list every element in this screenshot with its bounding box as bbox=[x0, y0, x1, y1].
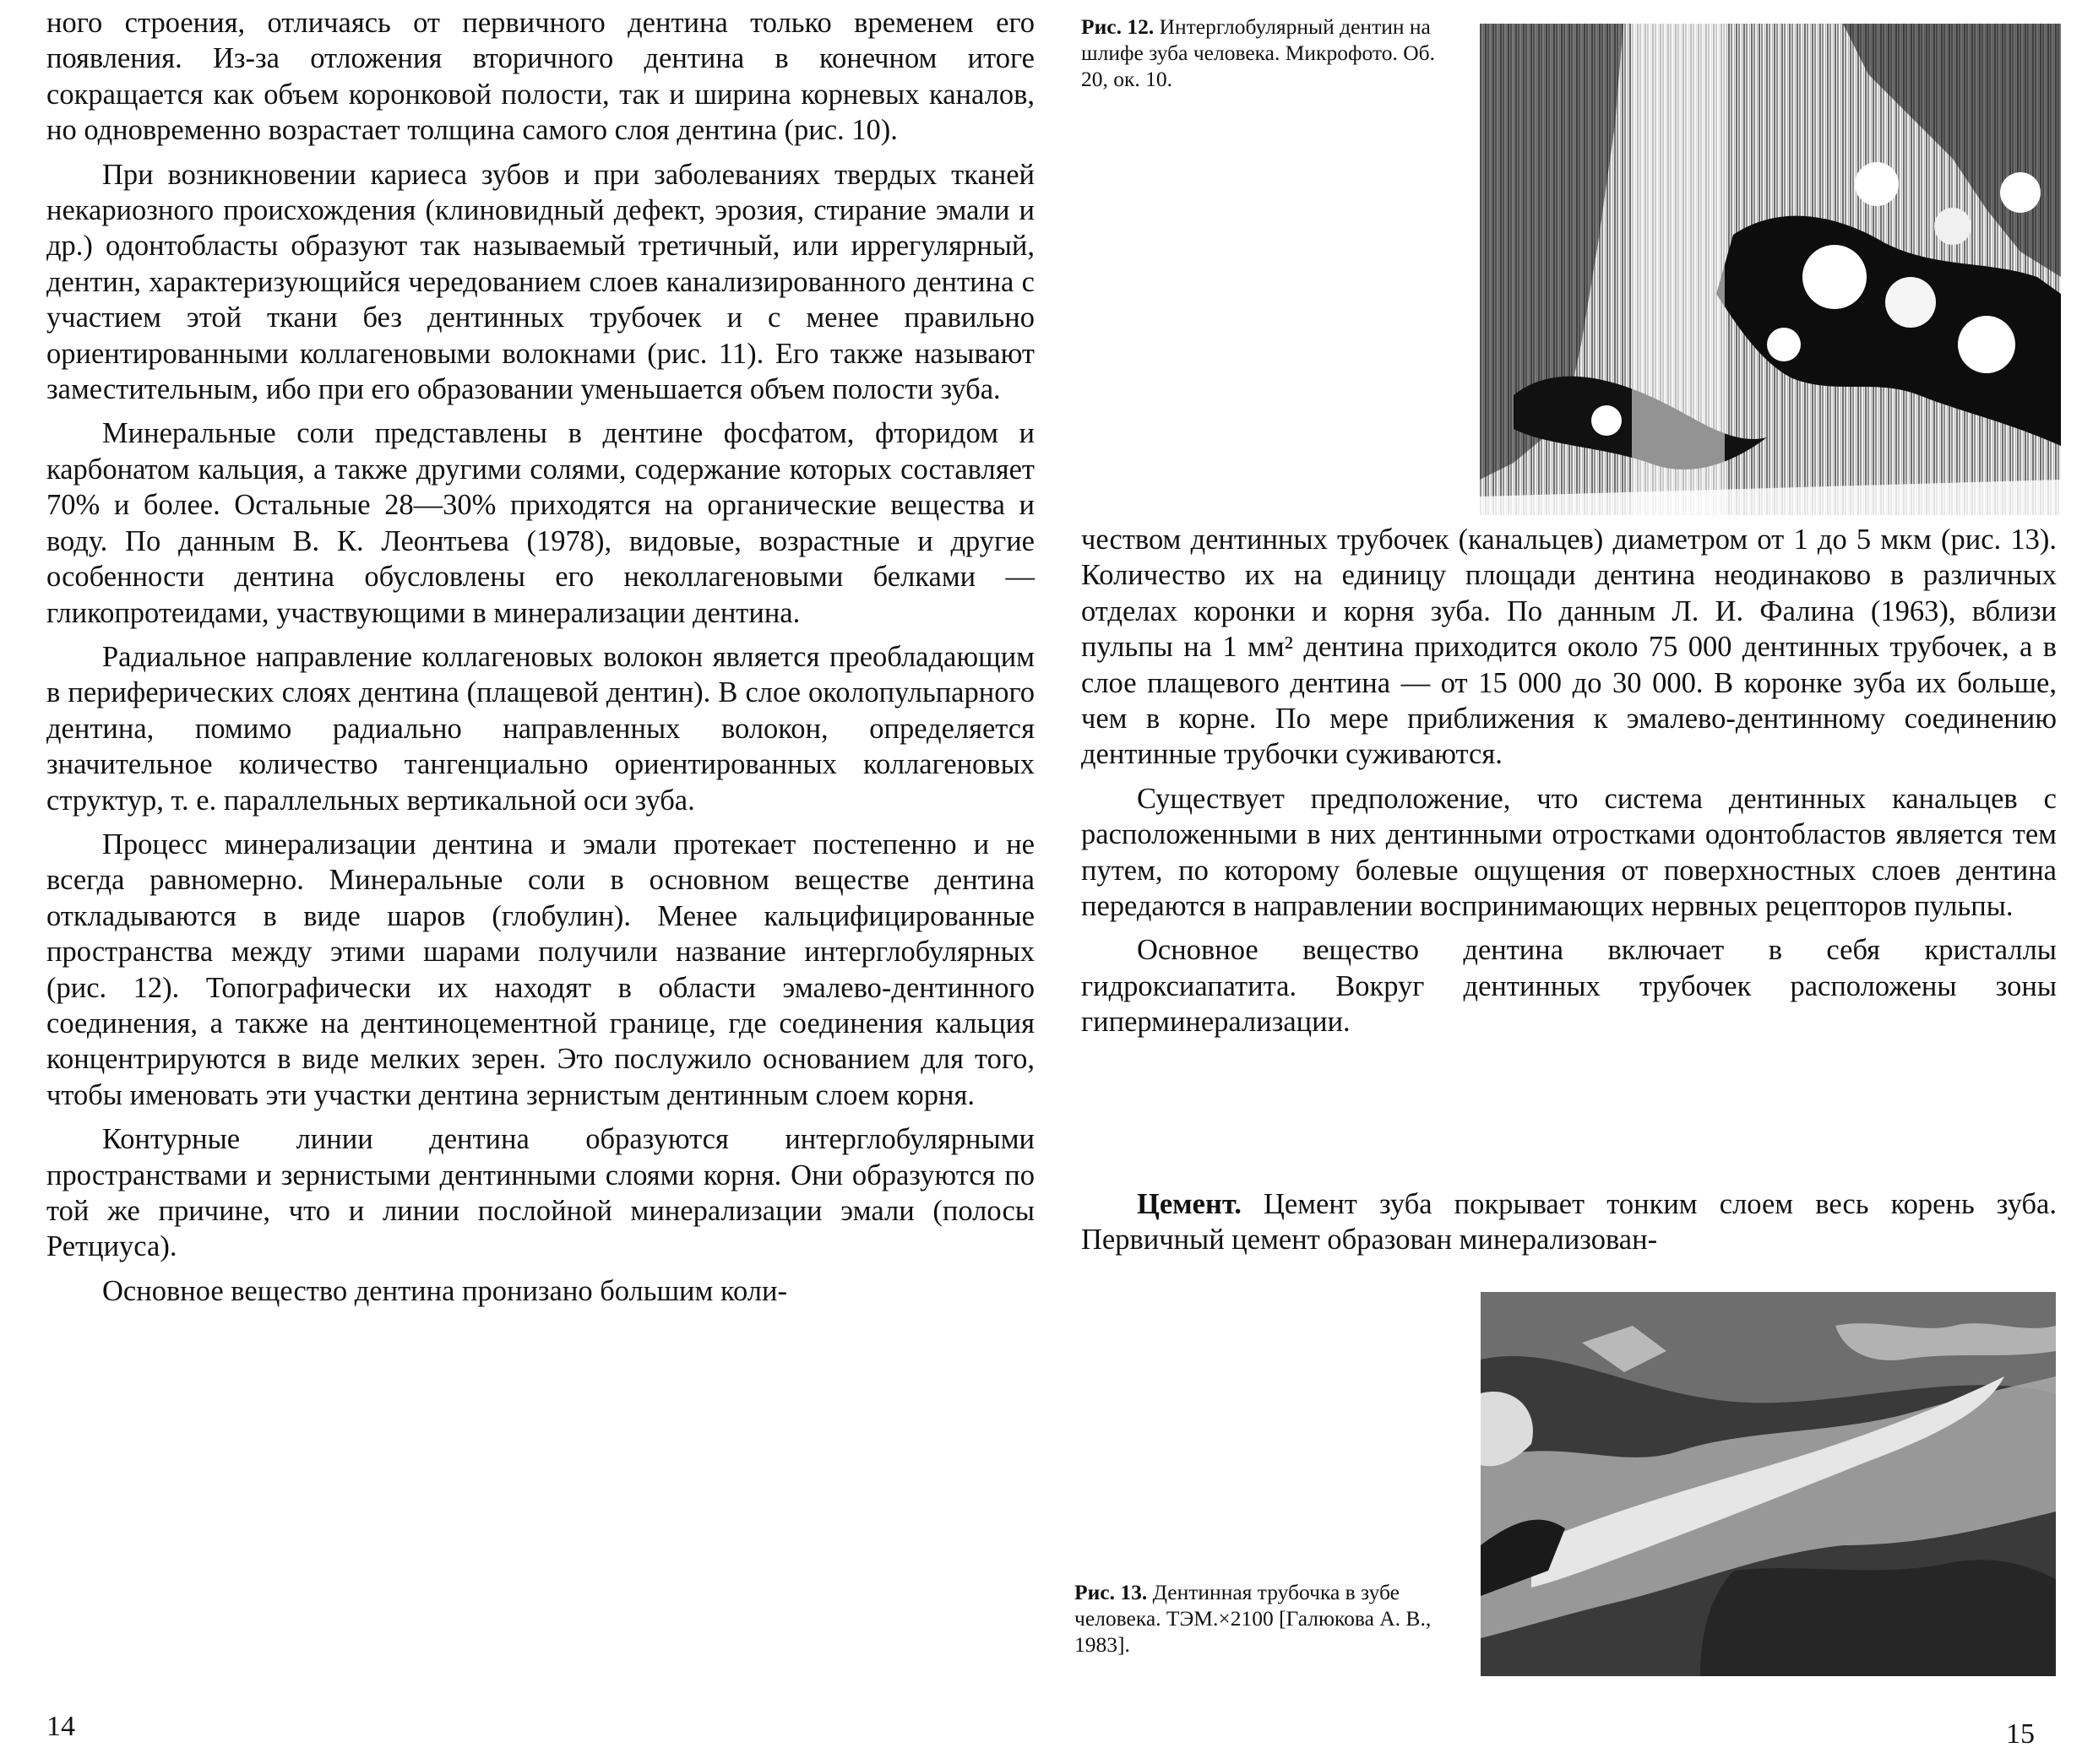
paragraph: Основное вещество дентина включает в себя кристаллы гидроксиапатита. Вокруг дентинных трубочек расположены зоны гиперминерализации. bbox=[1081, 934, 2057, 1039]
paragraph: чеством дентинных трубочек (канальцев) диаметром от 1 до 5 мкм (рис. 13). Количество их на единицу площади дентина неодинаково в различных отделах коронки и корня зуба. По данным Л. И. Фалина (1963), вблизи пульпы на 1 мм² дентина приходится около 75 000 дентинных трубочек, а в слое плащевого дентина — от 15 000 до 30 000. В коронке зуба их больше, чем в корне. По мере приближения к эмалево-дентинному соединению дентинные трубочки суживаются. bbox=[1081, 524, 2057, 771]
figure-13-label: Рис. 13. bbox=[1074, 1580, 1148, 1604]
dentin-tubule-image bbox=[1481, 1292, 2056, 1676]
paragraph: При возникновении кариеса зубов и при заболеваниях твердых тканей некариозного происхождения (клиновидный дефект, эрозия, стирание эмали и др.) одонтобласты образуют так называемый третичный, или иррегулярный, дентин, характеризующийся чередованием слоев канализированного дентина с участием этой ткани без дентинных трубочек и с менее правильно ориентированными коллагеновыми волокнами (рис. 11). Его также называют заместительным, ибо при его образовании уменьшается объем полости зуба. bbox=[46, 158, 1035, 406]
right-page bbox=[1047, 0, 2082, 1764]
paragraph: Радиальное направление коллагеновых волокон является преобладающим в периферических слоях дентина (плащевой дентин). В слое околопульпарного дентина, помимо радиально направленных волокон, определяется значительное количество тангенциально ориентированных коллагеновых структур, т. е. параллельных вертикальной оси зуба. bbox=[46, 640, 1035, 817]
figure-12-label: Рис. 12. bbox=[1081, 14, 1155, 39]
interglobular-dentin-image bbox=[1480, 24, 2061, 515]
figure-12-caption-text: Интерглобулярный дентин на шлифе зуба человека. Микрофото. Об. 20, ок. 10. bbox=[1081, 14, 1435, 91]
paragraph: Процесс минерализации дентина и эмали протекает постепенно и не всегда равномерно. Минеральные соли в основном веществе дентина откладываются в виде шаров (глобулин). Менее кальцифицированные пространства между этими шарами получили название интерглобулярных (рис. 12). Топографически их находят в области эмалево-дентинного соединения, а также на дентиноцементной границе, где соединения кальция концентрируются в виде мелких зерен. Это послужило основанием для того, чтобы именовать эти участки дентина зернистым дентинным слоем корня. bbox=[46, 828, 1035, 1111]
figure-13-micrograph bbox=[1481, 1292, 2056, 1676]
figure-13-caption-text: Дентинная трубочка в зубе человека. ТЭМ.×2100 [Галюкова А. В., 1983]. bbox=[1074, 1580, 1432, 1657]
left-text-column bbox=[46, 5, 1035, 1309]
right-text-column-bottom bbox=[1081, 1186, 2057, 1258]
paragraph: Контурные линии дентина образуются интерглобулярными пространствами и зернистыми дентинными слоями корня. Они образуются по той же причине, что и линии послойной минерализации эмали (полосы Ретциуса). bbox=[46, 1123, 1035, 1263]
right-text-column-top bbox=[1081, 522, 2057, 1040]
figure-12-micrograph bbox=[1480, 24, 2061, 515]
paragraph: Существует предположение, что система дентинных канальцев с расположенными в них дентинными отростками одонтобластов является тем путем, по которому болевые ощущения от поверхностных слоев дентина передаются в направлении воспринимающих нервных рецепторов пульпы. bbox=[1081, 782, 2057, 923]
cement-text: Цемент зуба покрывает тонким слоем весь корень зуба. Первичный цемент образован минерализован- bbox=[1081, 1188, 2057, 1257]
paragraph: ного строения, отличаясь от первичного дентина только временем его появления. Из-за отложения вторичного дентина в конечном итоге сокращается как объем коронковой полости, так и ширина корневых каналов, но одновременно возрастает толщина самого слоя дентина (рис. 10). bbox=[46, 7, 1035, 147]
page-number: 14 bbox=[46, 1711, 75, 1742]
cement-paragraph bbox=[1081, 1186, 2057, 1258]
paragraph: Основное вещество дентина пронизано большим коли- bbox=[102, 1274, 787, 1307]
figure-12-caption bbox=[1081, 14, 1461, 92]
cement-heading: Цемент. bbox=[1137, 1188, 1242, 1220]
figure-13-caption bbox=[1074, 1579, 1471, 1658]
paragraph: Минеральные соли представлены в дентине фосфатом, фторидом и карбонатом кальция, а также другими солями, содержание которых составляет 70% и более. Остальные 28—30% приходятся на органические вещества и воду. По данным В. К. Леонтьева (1978), видовые, возрастные и другие особенности дентина обусловлены его неколлагеновыми белками — гликопротеидами, участвующими в минерализации дентина. bbox=[46, 417, 1035, 629]
page-number: 15 bbox=[2006, 1718, 2035, 1750]
